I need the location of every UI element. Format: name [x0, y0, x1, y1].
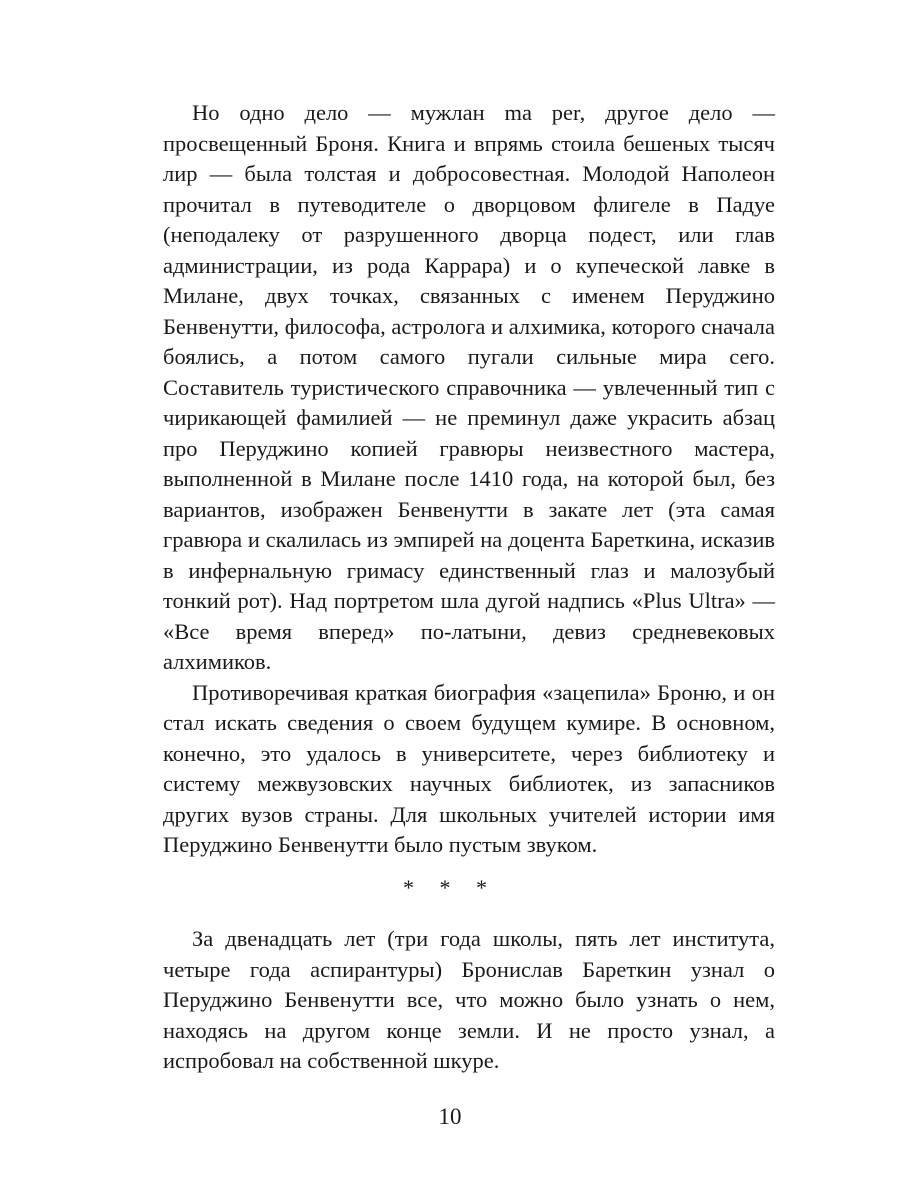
- paragraph-2: Противоречивая краткая биография «зацепила» Броню, и он стал искать сведения о своем будущем кумире. В основном, конечно, это удалось в университете, через библиотеку и систему межвузовских научных библиотек, из запасников других вузов страны. Для школьных учителей истории имя Перуджино Бенвенутти было пустым звуком.: [163, 679, 775, 857]
- section-separator: * * *: [403, 875, 497, 900]
- text-section-2: [163, 924, 775, 1077]
- paragraph-1: Но одно дело — мужлан ma per, другое дело — просвещенный Броня. Книга и впрямь стоила бешеных тысяч лир — была толстая и добросовестная. Молодой Наполеон прочитал в путеводителе о дворцовом флигеле в Падуе (неподалеку от разрушенного дворца подест, или глав администрации, из рода Каррара) и о купеческой лавке в Милане, двух точках, связанных с именем Перуджино Бенвенутти, философа, астролога и алхимика, которого сначала боялись, а потом самого пугали сильные мира сего. Составитель туристического справочника — увлеченный тип с чирикающей фамилией — не преминул даже украсить абзац про Перуджино копией гравюры неизвестного мастера, выполненной в Милане после 1410 года, на которой был, без вариантов, изображен Бенвенутти в закате лет (эта самая гравюра и скалилась из эмпирей на доцента Бареткина, исказив в инфернальную гримасу единственный глаз и малозубый тонкий рот). Над портретом шла дугой надпись «Plus Ultra» — «Все время вперед» по-латыни, девиз средневековых алхимиков.: [163, 100, 775, 674]
- text-section-1: [163, 98, 775, 861]
- page-number: 10: [438, 1104, 462, 1129]
- paragraph-3: За двенадцать лет (три года школы, пять лет института, четыре года аспирантуры) Бронислав Бареткин узнал о Перуджино Бенвенутти все, что можно было узнать о нем, находясь на другом конце земли. И не просто узнал, а испробовал на собственной шкуре.: [163, 926, 775, 1073]
